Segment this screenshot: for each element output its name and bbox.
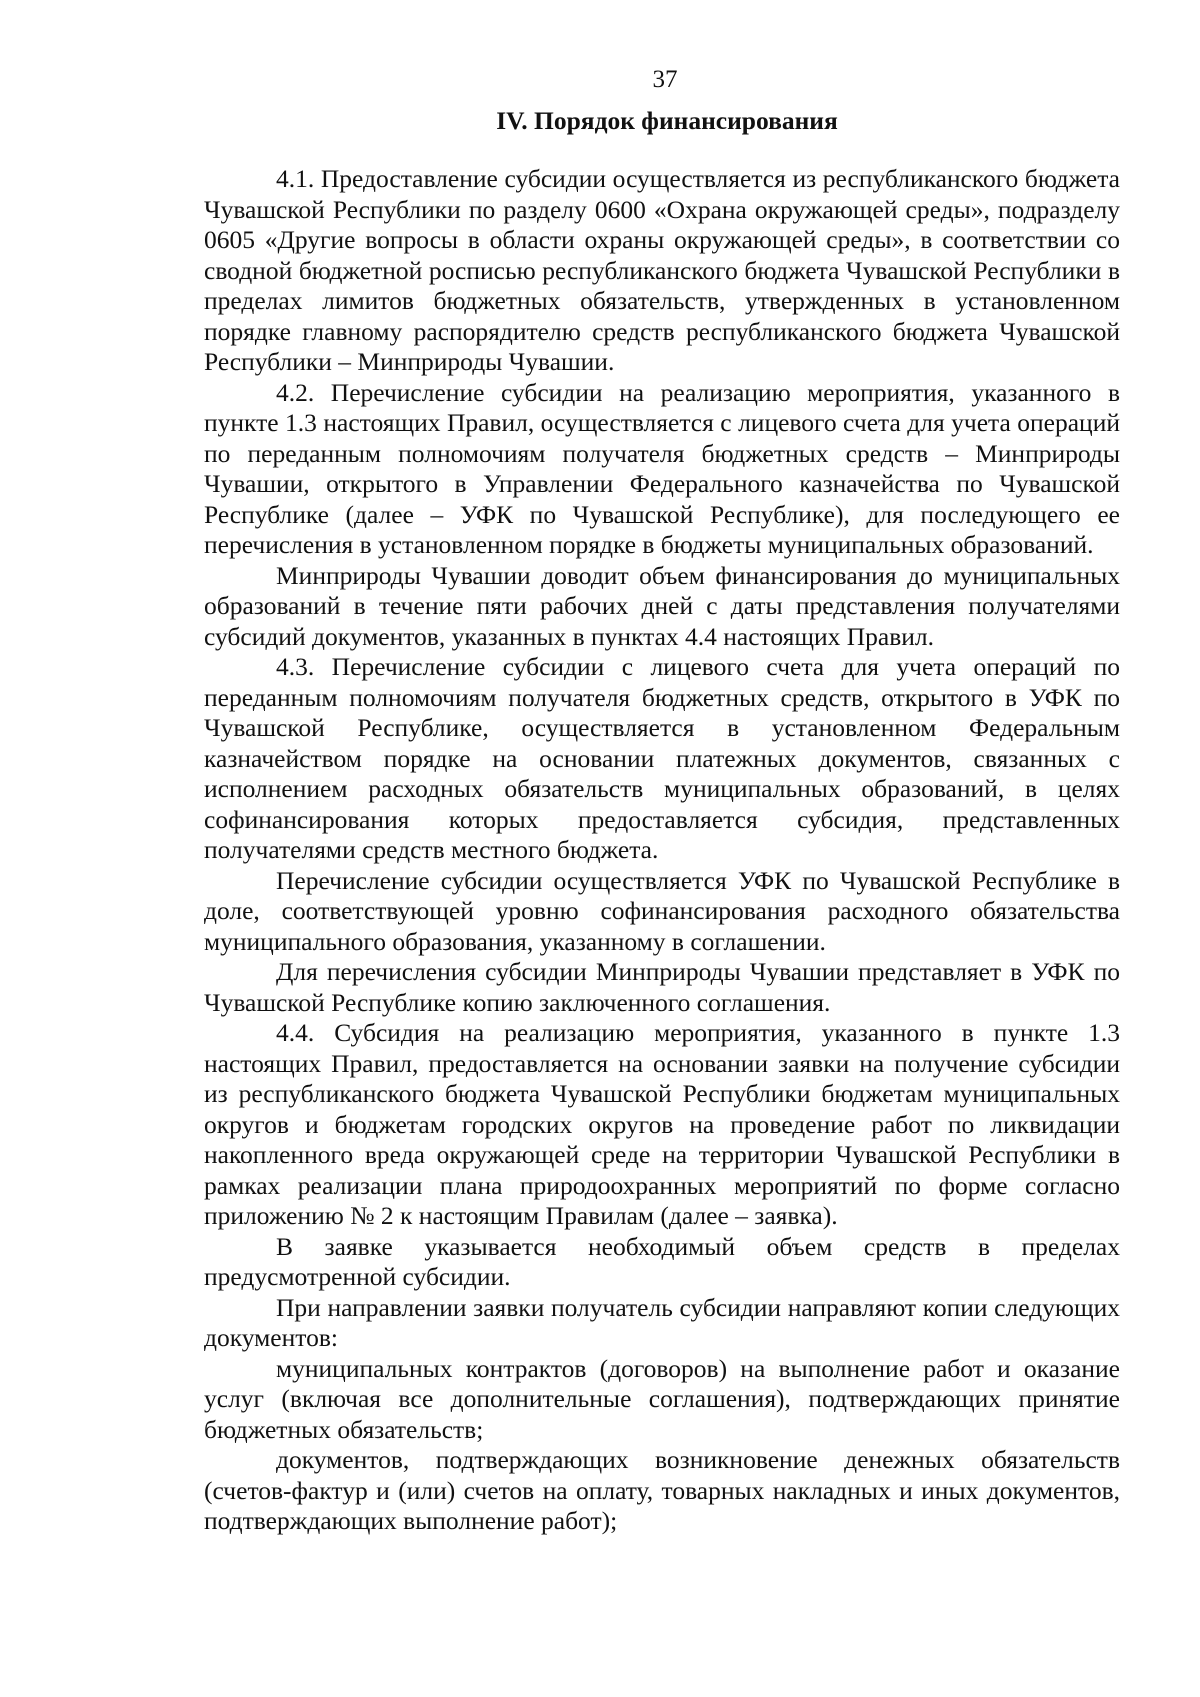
paragraph-documents-intro: При направлении заявки получатель субсидии направляют копии следующих документов: [204,1292,1120,1352]
list-item-obligations: документов, подтверждающих возникновение денежных обязательств (счетов-фактур и (или) счетов на оплату, товарных накладных и иных документов, подтверждающих выполнение работ); [204,1445,1120,1535]
section-title: IV. Порядок финансирования [496,106,838,135]
paragraph-4-3: 4.3. Перечисление субсидии с лицевого счета для учета операций по переданным полномочиям получателя бюджетных средств, открытого в УФК по Чувашской Республике, осуществляется в установленном Федеральным казначейством порядке на основании платежных документов, связанных с исполнением расходных обязательств муниципальных образований, в целях софинансирования которых предоставляется субсидия, представленных получателями средств местного бюджета. [204,652,1120,864]
paragraph-4-1: 4.1. Предоставление субсидии осуществляется из республиканского бюджета Чувашской Республики по разделу 0600 «Охрана окружающей среды», подразделу 0605 «Другие вопросы в области охраны окружающей среды», в соответствии со сводной бюджетной росписью республиканского бюджета Чувашской Республики в пределах лимитов бюджетных обязательств, утвержденных в установленном порядке главному распорядителю средств республиканского бюджета Чувашской Республики – Минприроды Чувашии. [204,164,1120,376]
paragraph-funding-notice: Минприроды Чувашии доводит объем финансирования до муниципальных образований в течение пяти рабочих дней с даты представления получателями субсидий документов, указанных в пунктах 4.4 настоящих Правил. [204,560,1120,651]
paragraph-4-2: 4.2. Перечисление субсидии на реализацию мероприятия, указанного в пункте 1.3 настоящих Правил, осуществляется с лицевого счета для учета операций по переданным полномочиям получателя бюджетных средств – Минприроды Чувашии, открытого в Управлении Федерального казначейства по Чувашской Республике (далее – УФК по Чувашской Республике), для последующего ее перечисления в установленном порядке в бюджеты муниципальных образований. [204,377,1120,559]
paragraph-agreement-copy: Для перечисления субсидии Минприроды Чувашии представляет в УФК по Чувашской Республике копию заключенного соглашения. [204,957,1120,1017]
document-page [204,64,1120,1537]
paragraph-transfer-share: Перечисление субсидии осуществляется УФК по Чувашской Республике в доле, соответствующей уровню софинансирования расходного обязательства муниципального образования, указанному в соглашении. [204,865,1120,956]
page-number: 37 [652,66,678,93]
paragraph-request-amount: В заявке указывается необходимый объем средств в пределах предусмотренной субсидии. [204,1231,1120,1291]
paragraph-4-4: 4.4. Субсидия на реализацию мероприятия, указанного в пункте 1.3 настоящих Правил, предоставляется на основании заявки на получение субсидии из республиканского бюджета Чувашской Республики бюджетам муниципальных округов и бюджетам городских округов на проведение работ по ликвидации накопленного вреда окружающей среде на территории Чувашской Республики в рамках реализации плана природоохранных мероприятий по форме согласно приложению № 2 к настоящим Правилам (далее – заявка). [204,1018,1120,1230]
list-item-contracts: муниципальных контрактов (договоров) на выполнение работ и оказание услуг (включая все дополнительные соглашения), подтверждающих принятие бюджетных обязательств; [204,1353,1120,1444]
body-text [204,164,1120,1537]
